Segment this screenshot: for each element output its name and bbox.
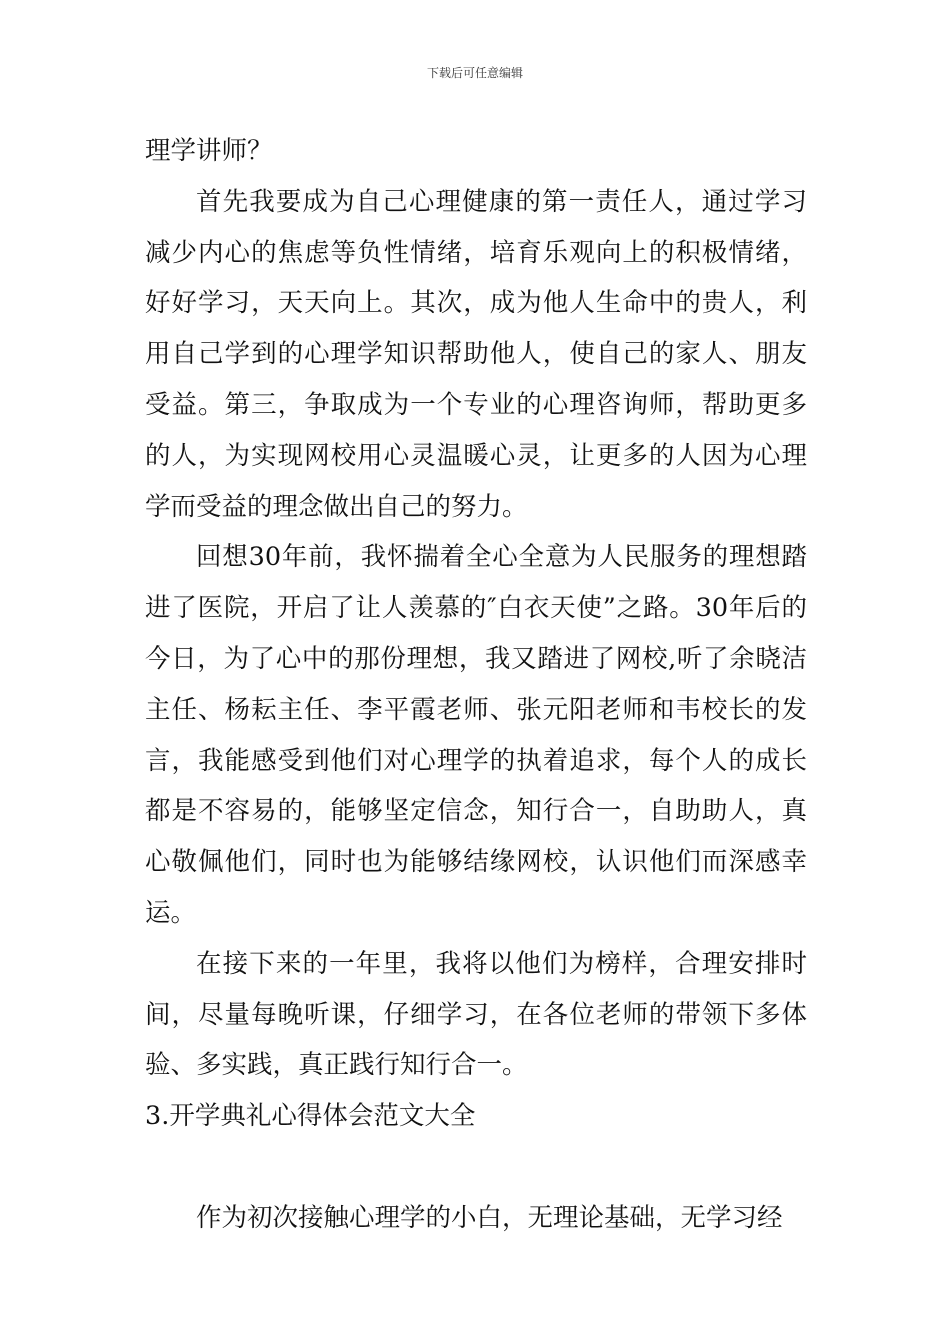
- paragraph-next-section: 作为初次接触心理学的小白，无理论基础，无学习经: [196, 1202, 783, 1233]
- page-header: 下载后可任意编辑: [426, 66, 523, 80]
- paragraph-recollection: 回想30年前，我怀揣着全心全意为人民服务的理想踏进了医院，开启了让人羡慕的″白衣天使”之路。30年后的今日，为了心中的那份理想，我又踏进了网校,听了余晓洁主任、杨耘主任、李平霞老师、张元阳老师和韦校长的发言，我能感受到他们对心理学的执着追求，每个人的成长都是不容易的，能够坚定信念，知行合一，自助助人，真心敬佩他们，同时也为能够结缘网校，认识他们而深感幸运。: [145, 542, 807, 928]
- paragraph-continuation: 理学讲师？: [145, 136, 273, 166]
- blank-line: [145, 1142, 807, 1193]
- paragraph-goals: 首先我要成为自己心理健康的第一责任人，通过学习减少内心的焦虑等负性情绪，培育乐观向上的积极情绪，好好学习，天天向上。其次，成为他人生命中的贵人，利用自己学到的心理学知识帮助他人，使自己的家人、朋友受益。第三，争取成为一个专业的心理咨询师，帮助更多的人，为实现网校用心灵温暖心灵，让更多的人因为心理学而受益的理念做出自己的努力。: [145, 186, 807, 522]
- document-body: [145, 126, 807, 1244]
- paragraph-plan: 在接下来的一年里，我将以他们为榜样，合理安排时间，尽量每晚听课，仔细学习，在各位老师的带领下多体验、多实践，真正践行知行合一。: [145, 948, 807, 1081]
- section-heading: 3.开学典礼心得体会范文大全: [145, 1101, 476, 1132]
